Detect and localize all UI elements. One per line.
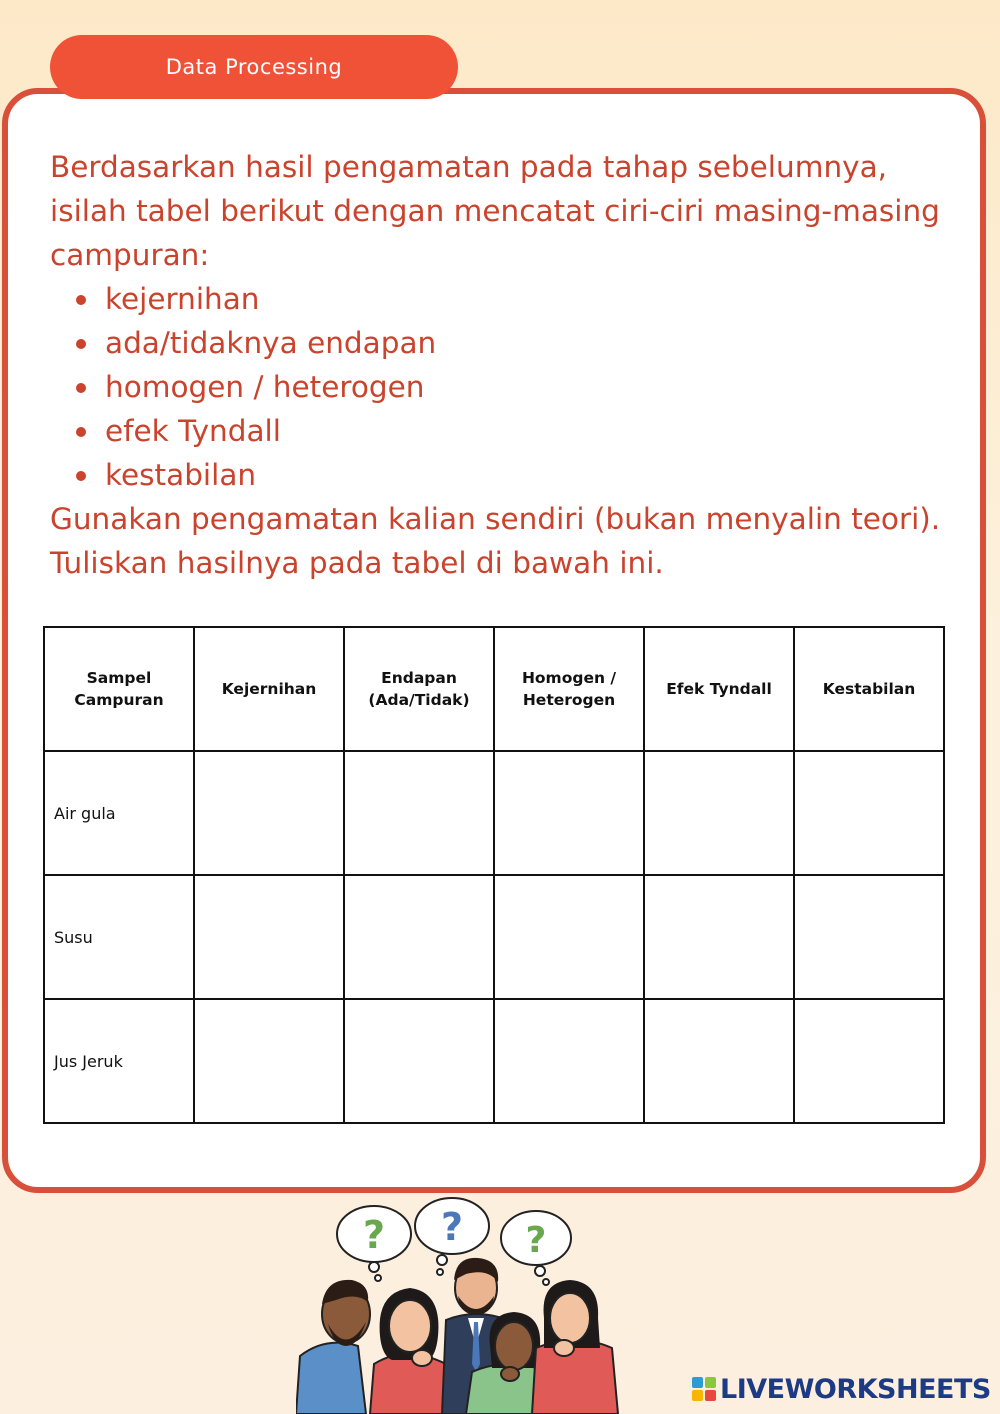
column-header-sediment: Endapan (Ada/Tidak) bbox=[344, 627, 494, 751]
svg-text:?: ? bbox=[362, 1213, 386, 1257]
answer-cell[interactable] bbox=[344, 751, 494, 875]
answer-cell[interactable] bbox=[794, 875, 944, 999]
brand-name: LIVEWORKSHEETS bbox=[720, 1373, 991, 1405]
column-header-homogeneity: Homogen / Heterogen bbox=[494, 627, 644, 751]
observation-table bbox=[43, 626, 945, 1124]
answer-cell[interactable] bbox=[494, 875, 644, 999]
instructions-outro-1: Gunakan pengamatan kalian sendiri (bukan menyalin teori). bbox=[50, 502, 941, 536]
column-header-sample: Sampel Campuran bbox=[44, 627, 194, 751]
person-figure bbox=[532, 1280, 618, 1414]
answer-cell[interactable] bbox=[644, 875, 794, 999]
answer-cell[interactable] bbox=[344, 999, 494, 1123]
criteria-list bbox=[50, 277, 960, 497]
criteria-item: kejernihan bbox=[72, 277, 960, 321]
table-row bbox=[44, 751, 944, 875]
row-label: Susu bbox=[44, 875, 194, 999]
answer-cell[interactable] bbox=[644, 999, 794, 1123]
answer-cell[interactable] bbox=[494, 751, 644, 875]
question-bubble-icon bbox=[501, 1211, 571, 1285]
table-row bbox=[44, 999, 944, 1123]
section-tab-label: Data Processing bbox=[165, 55, 343, 79]
table-header-row bbox=[44, 627, 944, 751]
answer-cell[interactable] bbox=[794, 999, 944, 1123]
answer-cell[interactable] bbox=[194, 751, 344, 875]
answer-cell[interactable] bbox=[344, 875, 494, 999]
table-row bbox=[44, 875, 944, 999]
criteria-item: ada/tidaknya endapan bbox=[72, 321, 960, 365]
answer-cell[interactable] bbox=[644, 751, 794, 875]
question-bubble-icon bbox=[337, 1206, 411, 1281]
column-header-clarity: Kejernihan bbox=[194, 627, 344, 751]
instructions bbox=[50, 145, 960, 585]
instructions-outro-2: Tuliskan hasilnya pada tabel di bawah ini. bbox=[50, 546, 664, 580]
answer-cell[interactable] bbox=[494, 999, 644, 1123]
person-figure bbox=[296, 1280, 370, 1414]
svg-text:?: ? bbox=[525, 1220, 547, 1261]
svg-text:?: ? bbox=[440, 1205, 464, 1249]
criteria-item: homogen / heterogen bbox=[72, 365, 960, 409]
row-label: Air gula bbox=[44, 751, 194, 875]
brand-footer bbox=[692, 1374, 991, 1404]
criteria-item: efek Tyndall bbox=[72, 409, 960, 453]
column-header-tyndall: Efek Tyndall bbox=[644, 627, 794, 751]
row-label: Jus Jeruk bbox=[44, 999, 194, 1123]
answer-cell[interactable] bbox=[794, 751, 944, 875]
thinking-people-illustration bbox=[296, 1196, 626, 1414]
instructions-intro: Berdasarkan hasil pengamatan pada tahap sebelumnya, isilah tabel berikut dengan mencatat ciri-ciri masing-masing campuran: bbox=[50, 150, 940, 272]
liveworksheets-logo-icon bbox=[692, 1377, 716, 1401]
column-header-stability: Kestabilan bbox=[794, 627, 944, 751]
answer-cell[interactable] bbox=[194, 875, 344, 999]
section-tab bbox=[50, 35, 458, 99]
criteria-item: kestabilan bbox=[72, 453, 960, 497]
answer-cell[interactable] bbox=[194, 999, 344, 1123]
person-figure bbox=[370, 1288, 452, 1414]
